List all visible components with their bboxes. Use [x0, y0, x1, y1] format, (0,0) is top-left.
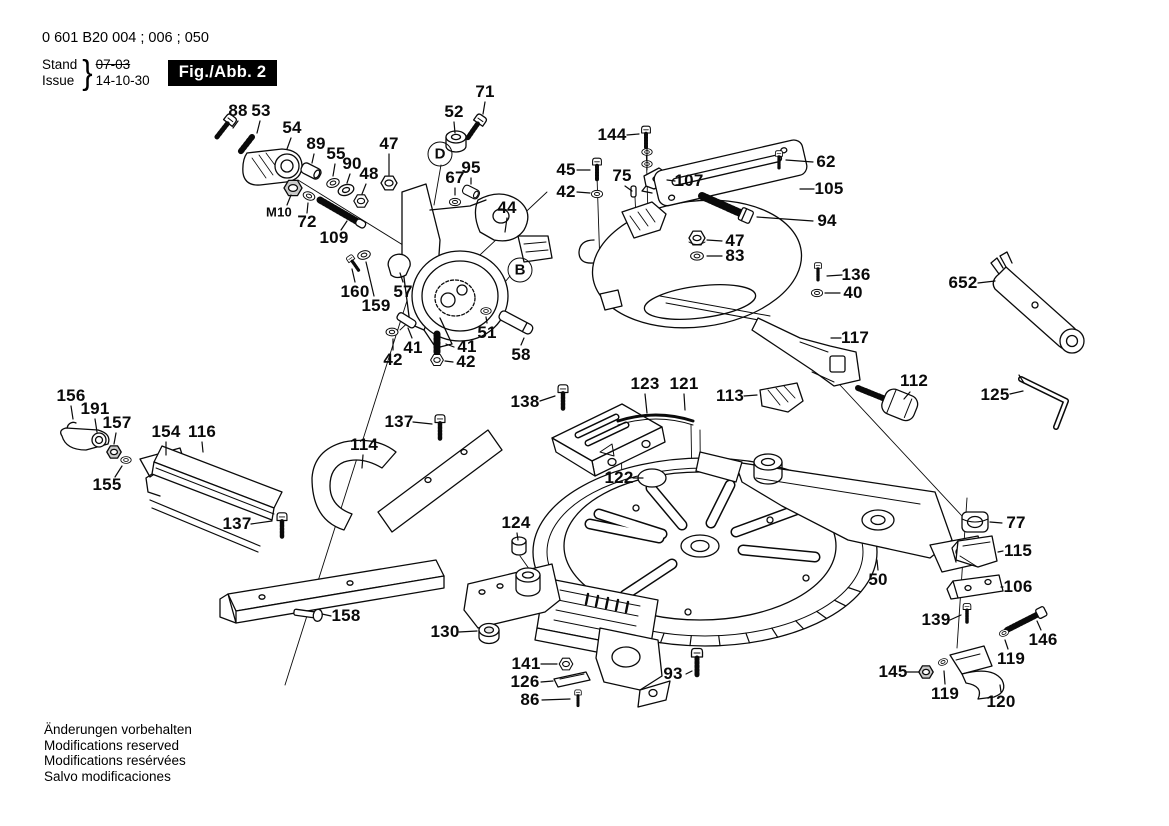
figure-badge: Fig./Abb. 2 — [168, 60, 278, 86]
part-label-125: 125 — [980, 385, 1010, 404]
part-label-119: 119 — [996, 649, 1026, 668]
part-label-105: 105 — [814, 179, 844, 198]
part-label-109: 109 — [319, 228, 349, 247]
part-label-154: 154 — [151, 422, 181, 441]
part-label-122: 122 — [604, 468, 634, 487]
part-label-86: 86 — [520, 690, 540, 709]
part-label-158: 158 — [331, 606, 361, 625]
part-label-89: 89 — [306, 134, 326, 153]
part-label-126: 126 — [510, 672, 540, 691]
part-label-90: 90 — [342, 154, 362, 173]
part-label-114: 114 — [349, 435, 379, 454]
part-label-137: 137 — [222, 514, 252, 533]
foot-130-art — [479, 624, 499, 644]
note-fr: Modifications resérvées — [44, 753, 186, 768]
part-label-94: 94 — [817, 211, 837, 230]
pivot-bracket-art — [346, 184, 552, 366]
document-number: 0 601 B20 004 ; 006 ; 050 — [42, 30, 209, 46]
brace-glyph: } — [82, 53, 93, 92]
issue-label: Issue — [42, 73, 75, 88]
part-label-191: 191 — [80, 399, 110, 418]
part-label-77: 77 — [1006, 513, 1026, 532]
left-fence-art — [61, 422, 282, 552]
part-label-M10: M10 — [266, 204, 292, 220]
hex-key-125-art — [1019, 375, 1066, 427]
part-label-136: 136 — [841, 265, 871, 284]
part-label-51: 51 — [477, 323, 497, 342]
part-label-67: 67 — [445, 168, 465, 187]
part-label-42: 42 — [456, 352, 476, 371]
part-label-45: 45 — [556, 160, 576, 179]
part-label-113: 113 — [715, 386, 745, 405]
part-label-40: 40 — [843, 283, 863, 302]
part-label-93: 93 — [663, 664, 683, 683]
part-label-62: 62 — [816, 152, 836, 171]
issue-date: 14-10-30 — [95, 73, 150, 88]
part-label-144: 144 — [597, 125, 627, 144]
part-label-121: 121 — [669, 374, 699, 393]
part-label-107: 107 — [674, 171, 704, 190]
part-label-47: 47 — [379, 134, 399, 153]
part-label-141: 141 — [511, 654, 541, 673]
note-es: Salvo modificaciones — [44, 768, 171, 784]
part-label-124: 124 — [501, 513, 531, 532]
part-label-130: 130 — [430, 622, 460, 641]
part-label-139: 139 — [921, 610, 951, 629]
part-label-115: 115 — [1003, 541, 1033, 560]
part-label-652: 652 — [948, 273, 978, 292]
part-label-123: 123 — [630, 374, 660, 393]
part-label-42: 42 — [383, 350, 403, 369]
part-label-72: 72 — [297, 212, 317, 231]
ref-letter-B: B — [508, 258, 533, 283]
part-label-106: 106 — [1003, 577, 1033, 596]
part-label-155: 155 — [92, 475, 122, 494]
part-label-159: 159 — [361, 296, 391, 315]
part-label-112: 112 — [899, 371, 929, 390]
part-label-157: 157 — [102, 413, 132, 432]
part-label-55: 55 — [326, 144, 346, 163]
part-label-137: 137 — [384, 412, 414, 431]
part-label-48: 48 — [359, 164, 379, 183]
fence-arm-art — [752, 318, 920, 423]
part-label-41: 41 — [457, 337, 477, 356]
part-label-83: 83 — [725, 246, 745, 265]
note-en: Modifications reserved — [44, 737, 180, 753]
part-label-58: 58 — [511, 345, 531, 364]
part-label-117: 117 — [840, 328, 870, 347]
part-label-95: 95 — [461, 158, 481, 177]
part-label-120: 120 — [986, 692, 1016, 711]
part-label-146: 146 — [1028, 630, 1058, 649]
part-label-41: 41 — [403, 338, 423, 357]
kerf-plate-art — [652, 138, 808, 207]
part-label-145: 145 — [878, 662, 908, 681]
note-de: Änderungen vorbehalten — [44, 722, 192, 737]
part-label-160: 160 — [340, 282, 370, 301]
part-label-116: 116 — [187, 422, 217, 441]
part-label-71: 71 — [475, 82, 495, 101]
part-label-156: 156 — [56, 386, 86, 405]
wrench-652-art — [991, 252, 1084, 353]
footer-notes — [44, 722, 192, 784]
part-label-54: 54 — [282, 118, 302, 137]
part-label-44: 44 — [497, 198, 517, 217]
part-label-52: 52 — [444, 102, 464, 121]
part-label-75: 75 — [612, 166, 632, 185]
part-label-119: 119 — [930, 684, 960, 703]
stand-label: Stand — [42, 56, 78, 72]
part-label-50: 50 — [868, 570, 888, 589]
part-label-53: 53 — [251, 101, 271, 120]
part-label-88: 88 — [228, 101, 248, 120]
blade-guard-art — [579, 126, 823, 339]
part-label-42: 42 — [556, 182, 576, 201]
ref-letter-D: D — [428, 142, 453, 167]
dust-chute-art — [220, 415, 502, 623]
part-label-47: 47 — [725, 231, 745, 250]
stand-date: 07-03 — [95, 56, 131, 72]
part-label-138: 138 — [510, 392, 540, 411]
part-label-57: 57 — [393, 282, 413, 301]
